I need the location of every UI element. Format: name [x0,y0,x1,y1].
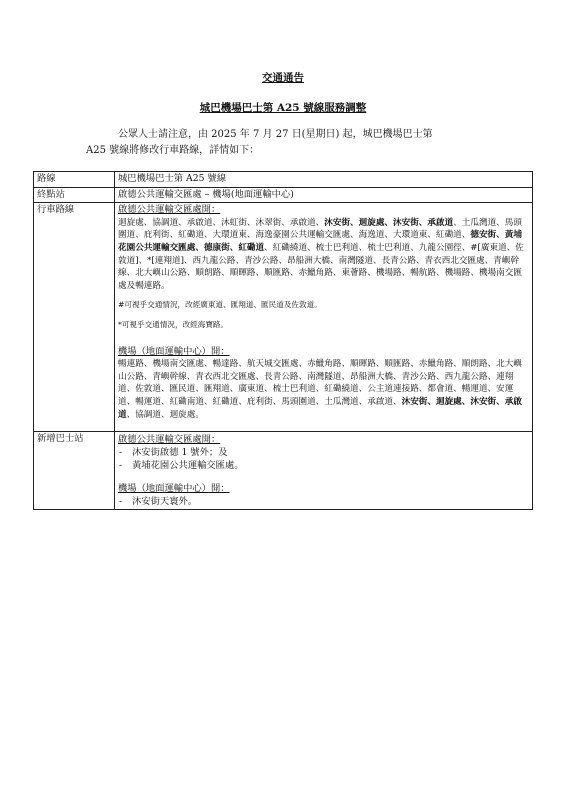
spacer [118,332,529,346]
terminus-value: 啟德公共運輸交匯處 – 機場(地面運輸中心) [115,187,533,203]
routing-label: 行車路線 [34,203,115,432]
routing-dir1-part-1: 迴旋處、協調道、承啟道、沐虹街、沐翠街、承啟道、 [118,217,325,228]
table-row-terminus [34,187,533,203]
intro-line-1: 公眾人士請注意，由 2025 年 7 月 27 日(星期日) 起，城巴機場巴士第 [118,129,433,140]
stops-dir1-heading: 啟德公共運輸交匯處開： [118,434,221,446]
route-value: 城巴機場巴士第 A25 號線 [115,172,533,188]
routing-dir1-heading: 啟德公共運輸交匯處開： [118,204,221,216]
routing-note-1: #可視乎交通情況，改經廣東道、匯翔道、匯民道及佐敦道。 [118,300,322,310]
intro-line-2: A25 號線將修改行車路線，詳情如下： [86,145,260,156]
service-table [33,171,533,510]
notice-subtitle: 城巴機場巴士第 A25 號線服務調整 [199,102,367,114]
routing-dir2-part-2: 、協調道、迴旋處。 [126,409,204,420]
table-row-routing [34,203,533,432]
stops-dir1-item: - 沐安街啟德 1 號外；及 [118,446,529,459]
table-row-route [34,172,533,188]
routing-dir2-part-1: 暢連路、機場南交匯處、暢達路、航天城交匯處、赤鱲角路、順暉路、順匯路、赤鱲角路、順朗路、北大嶼山公路、青嶼幹線、青衣西北交匯處、長青公路、南灣隧道、昂船洲大橋、青沙公路、西九龍公路、連翔道、佐敦道、匯民道、匯翔道、廣東道、梳士巴利道、紅磡繞道、公主道連接路、都會道、暢運道、安運道、暢運道、紅磡南道、紅磡道、庇利街、馬頭圍道、土瓜灣道、承啟道、 [118,359,522,407]
stops-label: 新增巴士站 [34,432,115,510]
routing-dir2-text [118,358,529,421]
routing-dir2-heading: 機場（地面運輸中心）開： [118,345,230,357]
routing-cell [115,203,533,432]
routing-dir1-part-2: 、土瓜灣道、馬頭圍道、庇利街、紅磡道、大環道東、海逸豪園公共運輸交匯處、海逸道、大環道東、紅磡道、 [118,217,522,241]
routing-note-2: *可視乎交通情況，改經海寶路。 [118,319,229,329]
stops-cell [115,432,533,510]
stops-dir1-item: - 黃埔花園公共運輸交匯處。 [118,459,529,472]
routing-dir2-bold-1: 沐安街、迴旋處、沐安街、承啟道 [118,396,522,420]
terminus-label: 終點站 [34,187,115,203]
stops-dir2-heading: 機場（地面運輸中心）開： [118,483,230,495]
routing-dir1-text [118,217,529,293]
stops-dir2-item: - 沐安街天寰外。 [118,495,529,508]
routing-dir1-bold-1: 沐安街、迴旋處、沐安街、承啟道 [324,217,454,228]
route-label: 路線 [34,172,115,188]
routing-dir1-part-3: 、紅磡繞道、梳士巴利道、梳士巴利道、九龍公園徑、#[廣東道、佐敦道]、*[連翔道]、西九龍公路、青沙公路、昂船洲大橋、南灣隧道、長青公路、青衣西北交匯處、青嶼幹線、北大嶼山公路、順朗路、順暉路、順匯路、赤鱲角路、東薈路、機場路、暢航路、機場路、機場南交匯處及暢連路。 [118,242,524,291]
spacer [118,472,529,482]
routing-dir1-bold-2: 德安街、黃埔花園公共運輸交匯處、德康街、紅磡道 [118,230,522,253]
table-row-stops [34,432,533,510]
notice-title: 交通通告 [262,72,304,84]
